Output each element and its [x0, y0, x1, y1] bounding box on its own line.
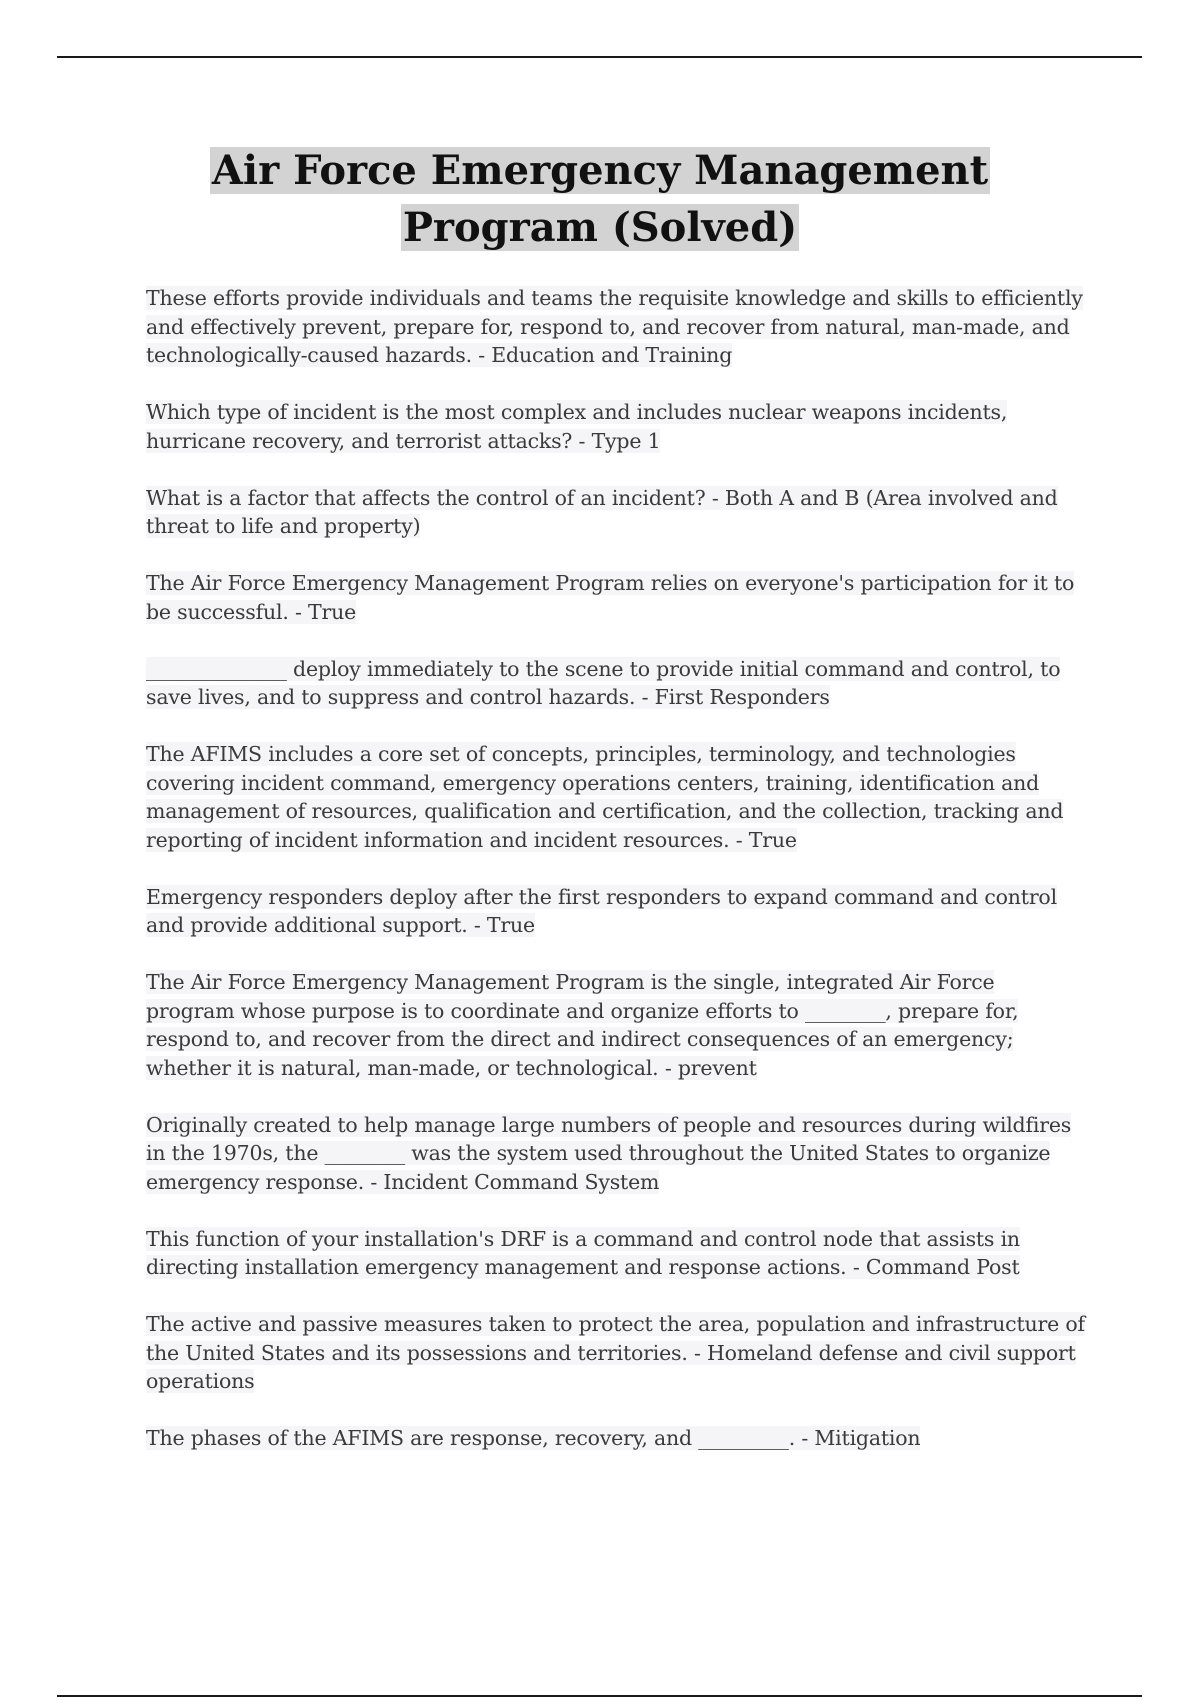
qa-text: This function of your installation's DRF is a command and control node that assists in directing installation emergency management and response actions. - Command Post: [146, 1226, 1020, 1279]
qa-text: Emergency responders deploy after the first responders to expand command and control and provide additional support. - True: [146, 884, 1057, 937]
qa-text: What is a factor that affects the control of an incident? - Both A and B (Area involved and threat to life and property): [146, 485, 1058, 538]
qa-item: [146, 1225, 1086, 1282]
qa-item: [146, 883, 1086, 940]
qa-text: The Air Force Emergency Management Program relies on everyone's participation for it to be successful. - True: [146, 571, 1075, 624]
header-rule: [57, 56, 1142, 58]
qa-text: Originally created to help manage large numbers of people and resources during wildfires in the 1970s, the ________ was the system used throughout the United States to organize emergency response. - Incident Command System: [146, 1112, 1072, 1194]
qa-item: [146, 968, 1086, 1082]
page-title-line-2: Program (Solved): [402, 204, 798, 251]
qa-text: Which type of incident is the most complex and includes nuclear weapons incidents, hurricane recovery, and terrorist attacks? - Type 1: [146, 400, 1008, 453]
qa-text: The active and passive measures taken to protect the area, population and infrastructure of the United States and its possessions and territories. - Homeland defense and civil support operations: [146, 1312, 1085, 1393]
qa-text: The Air Force Emergency Management Program is the single, integrated Air Force program whose purpose is to coordinate and organize efforts to ________, prepare for, respond to, and recover from the direct and indirect consequences of an emergency; whether it is natural, man-made, or technological. - prevent: [146, 970, 1019, 1080]
qa-item: [146, 398, 1086, 455]
qa-item: [146, 484, 1086, 541]
page-title: [0, 142, 1200, 256]
qa-item: [146, 655, 1086, 712]
page-title-line-1: Air Force Emergency Management: [211, 147, 989, 194]
qa-text: The AFIMS includes a core set of concepts, principles, terminology, and technologies covering incident command, emergency operations centers, training, identification and management of resources, qualification and certification, and the collection, tracking and reporting of incident information and incident resources. - True: [146, 742, 1064, 852]
qa-item: [146, 740, 1086, 854]
qa-item: [146, 1111, 1086, 1197]
qa-text: These efforts provide individuals and teams the requisite knowledge and skills to efficiently and effectively prevent, prepare for, respond to, and recover from natural, man-made, and technologically-caused hazards. - Education and Training: [146, 286, 1083, 367]
qa-item: [146, 569, 1086, 626]
qa-text: The phases of the AFIMS are response, recovery, and _________. - Mitigation: [146, 1426, 921, 1450]
question-answer-list: [146, 284, 1086, 1481]
qa-text: ______________ deploy immediately to the scene to provide initial command and control, to save lives, and to suppress and control hazards. - First Responders: [146, 656, 1061, 709]
qa-item: [146, 1424, 1086, 1453]
qa-item: [146, 284, 1086, 370]
qa-item: [146, 1310, 1086, 1396]
footer-rule: [57, 1695, 1142, 1697]
